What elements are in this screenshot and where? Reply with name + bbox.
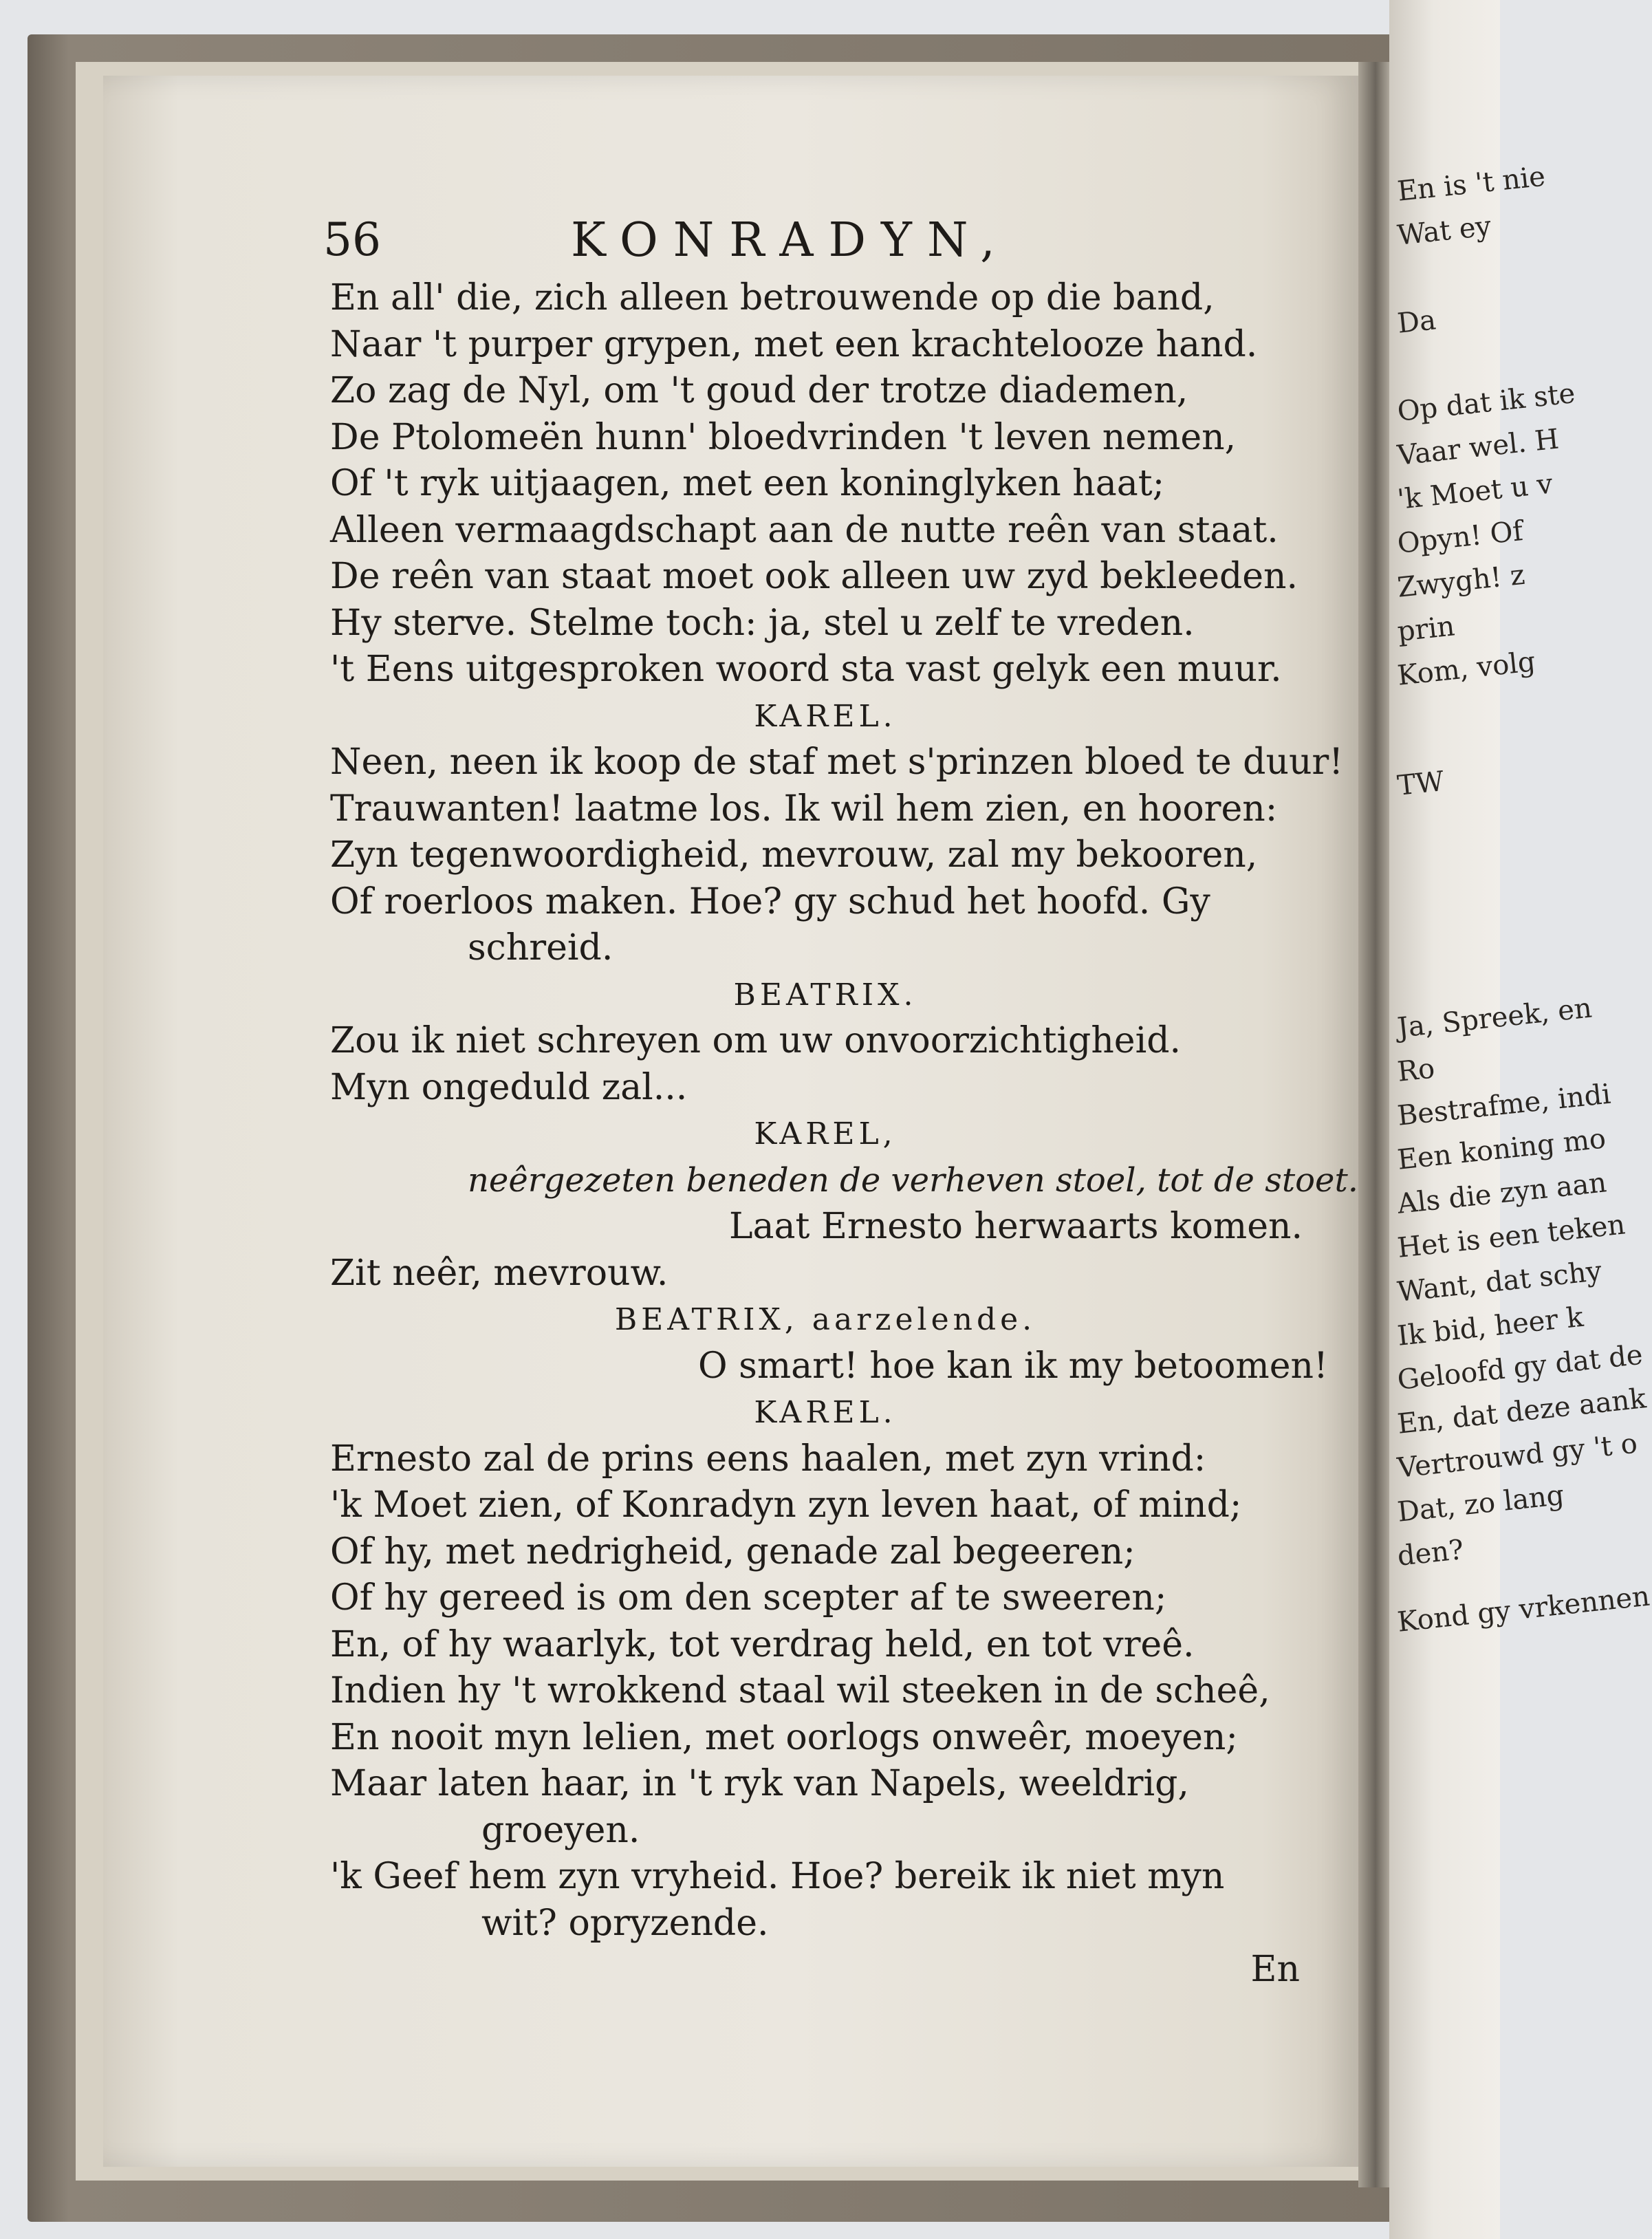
facing-page-fragment: Opyn! Of — [1395, 515, 1525, 560]
right-page — [1389, 0, 1651, 2239]
facing-page-fragment: Zwygh! z — [1395, 559, 1527, 604]
play-text — [330, 275, 1358, 1993]
text-line: De Ptolomeën hunn' bloedvrinden 't leven nemen, — [330, 416, 1237, 458]
text-line: Of hy, met nedrigheid, genade zal begeeren; — [330, 1530, 1135, 1572]
text-line: Of hy gereed is om den scepter af te sweeren; — [330, 1577, 1167, 1619]
facing-page-fragment: Als die zyn aan — [1395, 1167, 1609, 1220]
page-number: 56 — [323, 213, 381, 266]
text-line: groeyen. — [481, 1809, 640, 1851]
text-line: 'k Geef hem zyn vryheid. Hoe? bereik ik niet myn — [330, 1856, 1225, 1897]
speaker-name: KAREL. — [754, 698, 897, 734]
speaker-name: KAREL, — [754, 1116, 897, 1151]
facing-page-fragment: 'k Moet u v — [1395, 468, 1554, 516]
text-line: Hy sterve. Stelme toch: ja, stel u zelf te vreden. — [330, 602, 1195, 644]
running-title: KONRADYN, — [571, 213, 1010, 268]
text-line: En nooit myn lelien, met oorlogs onweêr, moeyen; — [330, 1716, 1238, 1758]
facing-page-fragment: En, dat deze aank — [1395, 1383, 1648, 1440]
facing-page-fragment: prin — [1395, 610, 1457, 648]
text-line: Ernesto zal de prins eens haalen, met zyn vrind: — [330, 1438, 1206, 1480]
facing-page-fragment: Op dat ik ste — [1395, 378, 1577, 428]
text-line: 't Eens uitgesproken woord sta vast gelyk een muur. — [330, 649, 1282, 690]
facing-page-fragment: En is 't nie — [1395, 160, 1547, 208]
text-line: Of 't ryk uitjaagen, met een koninglyken haat; — [330, 463, 1165, 504]
text-line: En, of hy waarlyk, tot verdrag held, en tot vreê. — [330, 1623, 1195, 1665]
text-line: 'k Moet zien, of Konradyn zyn leven haat, of mind; — [330, 1484, 1242, 1526]
facing-page-fragment: Dat, zo lang — [1395, 1479, 1566, 1528]
text-line: Laat Ernesto herwaarts komen. — [729, 1206, 1303, 1247]
facing-page-fragment: Wat ey — [1395, 210, 1493, 252]
facing-page-fragment: den? — [1395, 1534, 1466, 1572]
facing-page-fragment: Een koning mo — [1395, 1123, 1608, 1176]
facing-page-fragment: Geloofd gy dat de — [1395, 1339, 1644, 1396]
facing-page-fragment: Ja, Spreek, en — [1395, 992, 1594, 1044]
facing-page-fragment: Vertrouwd gy 't o — [1395, 1427, 1639, 1484]
stage-direction: neêrgezeten beneden de verheven stoel, tot de stoet. — [468, 1160, 1358, 1200]
speaker-name: BEATRIX, aarzelende. — [614, 1302, 1036, 1337]
text-line: De reên van staat moet ook alleen uw zyd bekleeden. — [330, 556, 1298, 597]
facing-page-fragment: Vaar wel. H — [1395, 423, 1561, 472]
text-line: Trauwanten! laatme los. Ik wil hem zien, en hooren: — [330, 788, 1278, 830]
facing-page-fragment: Da — [1395, 304, 1438, 340]
facing-page-fragment: Ro — [1395, 1052, 1437, 1088]
text-line: Zo zag de Nyl, om 't goud der trotze diademen, — [330, 370, 1188, 411]
text-line: O smart! hoe kan ik my betoomen! — [698, 1345, 1328, 1387]
text-line: En all' die, zich alleen betrouwende op die band, — [330, 277, 1215, 318]
text-line: Naar 't purper grypen, met een krachtelooze hand. — [330, 323, 1258, 365]
catchword: En — [1250, 1949, 1300, 1990]
book-gutter — [1358, 62, 1393, 2187]
text-line: Zyn tegenwoordigheid, mevrouw, zal my bekooren, — [330, 834, 1258, 876]
speaker-name: BEATRIX. — [733, 977, 917, 1013]
facing-page-fragment: Ik bid, heer k — [1395, 1301, 1585, 1352]
text-line: Zou ik niet schreyen om uw onvoorzichtigheid. — [330, 1020, 1182, 1061]
speaker-name: KAREL. — [754, 1395, 897, 1430]
text-line: Of roerloos maken. Hoe? gy schud het hoofd. Gy — [330, 880, 1210, 922]
facing-page-fragment: Bestrafme, indi — [1395, 1078, 1613, 1132]
facing-page-fragment: Kond gy vrkennen — [1395, 1580, 1651, 1638]
facing-page-fragment: Want, dat schy — [1395, 1255, 1604, 1308]
text-line: Indien hy 't wrokkend staal wil steeken in de scheê, — [330, 1670, 1270, 1711]
text-line: Zit neêr, mevrouw. — [330, 1252, 669, 1294]
text-line: Maar laten haar, in 't ryk van Napels, weeldrig, — [330, 1763, 1189, 1804]
facing-page-fragment: Het is een teken — [1395, 1209, 1627, 1264]
facing-page-fragment: TW — [1395, 766, 1446, 802]
facing-page-fragment: Kom, volg — [1395, 646, 1537, 692]
text-line: Neen, neen ik koop de staf met s'prinzen bloed te duur! — [330, 742, 1344, 783]
text-line: Alleen vermaagdschapt aan de nutte reên van staat. — [330, 509, 1279, 551]
text-line: wit? opryzende. — [481, 1902, 769, 1944]
page-header — [323, 213, 1300, 275]
text-line: Myn ongeduld zal... — [330, 1066, 688, 1108]
text-line: schreid. — [468, 927, 613, 969]
